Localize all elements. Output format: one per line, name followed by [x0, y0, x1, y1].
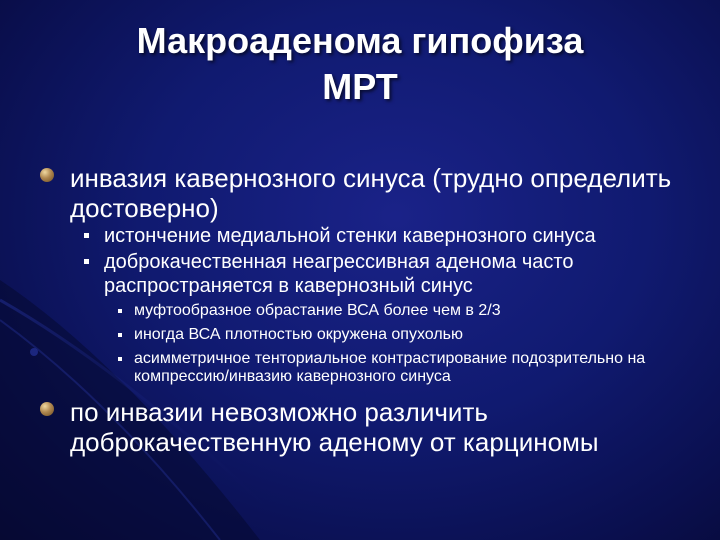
- bullet-1: [40, 163, 700, 223]
- slide-title: [0, 18, 720, 110]
- square-bullet-icon: [84, 233, 89, 238]
- title-line-1: Макроаденома гипофиза: [136, 20, 584, 61]
- square-bullet-icon: [118, 309, 122, 313]
- subsubbullet-text: муфтообразное обрастание ВСА более чем в 2/3: [134, 302, 501, 319]
- square-bullet-icon: [84, 259, 89, 264]
- title-line-2: МРТ: [322, 66, 398, 107]
- bullet-text: по инвазии невозможно различить доброкачественную аденому от карциномы: [70, 397, 599, 457]
- square-bullet-icon: [118, 333, 122, 337]
- subbullet-text: истончение медиальной стенки кавернозного синуса: [104, 225, 596, 247]
- subbullet-1: [84, 224, 704, 248]
- subsubbullet-text: асимметричное тенториальное контрастирование подозрительно на компрессию/инвазию кавернозного синуса: [134, 350, 646, 385]
- bullet-text: инвазия кавернозного синуса (трудно определить достоверно): [70, 163, 672, 223]
- subsubbullet-text: иногда ВСА плотностью окружена опухолью: [134, 326, 464, 343]
- subbullet-text: доброкачественная неагрессивная аденома часто распространяется в кавернозный синус: [104, 251, 574, 297]
- bullet-2: [40, 397, 700, 457]
- bullet-ball-icon: [40, 402, 54, 416]
- subsubbullet-2: [118, 326, 713, 344]
- square-bullet-icon: [118, 357, 122, 361]
- subsubbullet-1: [118, 302, 713, 320]
- bullet-ball-icon: [40, 168, 54, 182]
- subsubbullet-3: [118, 350, 713, 386]
- subbullet-2: [84, 250, 704, 298]
